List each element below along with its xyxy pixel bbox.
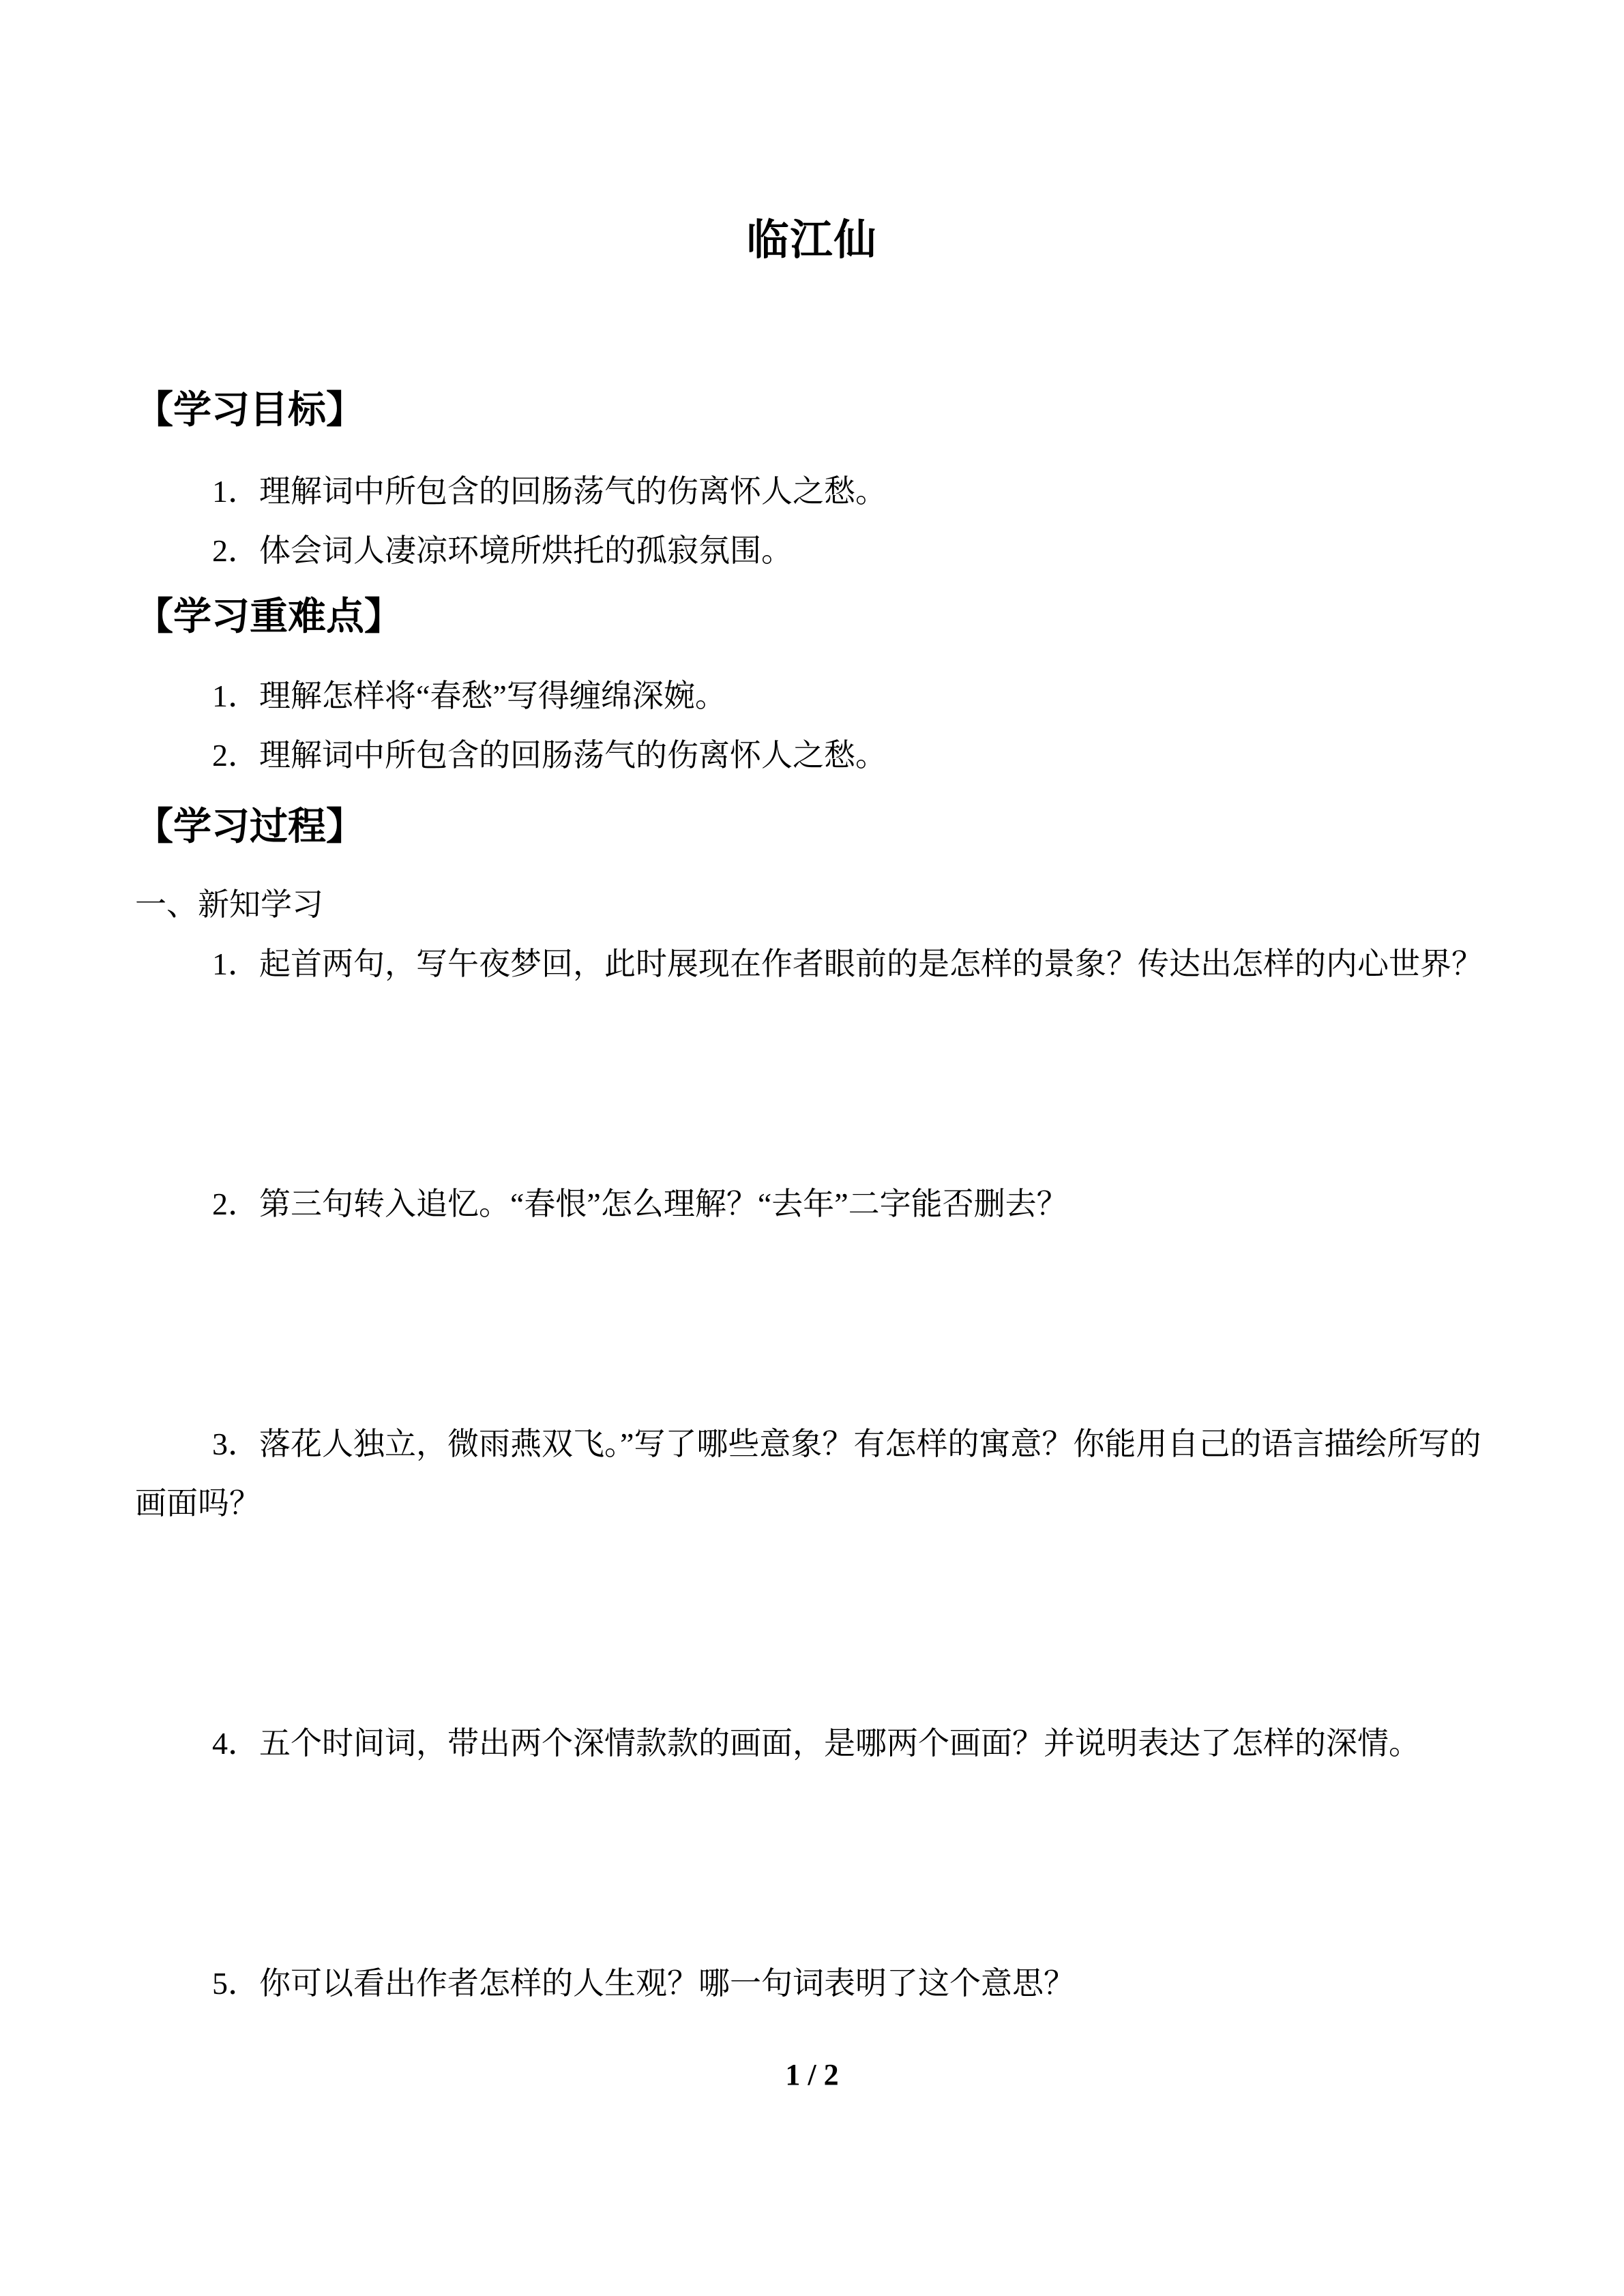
question-2: 2．第三句转入追忆。“春恨”怎么理解？“去年”二字能否删去？ <box>212 1187 1068 1221</box>
section-heading-process: 【学习过程】 <box>135 805 364 848</box>
page-number: 1 / 2 <box>785 2058 839 2091</box>
objective-item-2: 2．体会词人凄凉环境所烘托的孤寂氛围。 <box>212 533 793 568</box>
question-3: 3．落花人独立，微雨燕双飞。”写了哪些意象？有怎样的寓意？你能用自己的语言描绘所写的画面吗？ <box>135 1427 1481 1521</box>
objective-item-1: 1．理解词中所包含的回肠荡气的伤离怀人之愁。 <box>212 474 887 509</box>
question-5: 5．你可以看出作者怎样的人生观？哪一句词表明了这个意思？ <box>212 1966 1075 2001</box>
question-4: 4．五个时间词，带出两个深情款款的画面，是哪两个画面？并说明表达了怎样的深情。 <box>212 1726 1420 1761</box>
document-title: 临江仙 <box>746 218 878 264</box>
question-1: 1．起首两句，写午夜梦回，此时展现在作者眼前的是怎样的景象？传达出怎样的内心世界？ <box>212 946 1483 981</box>
key-point-item-1: 1．理解怎样将“春愁”写得缠绵深婉。 <box>212 679 726 713</box>
section-heading-key-points: 【学习重难点】 <box>135 595 402 638</box>
section-heading-objectives: 【学习目标】 <box>135 388 364 431</box>
process-subheading: 一、新知学习 <box>135 887 323 922</box>
key-point-item-2: 2．理解词中所包含的回肠荡气的伤离怀人之愁。 <box>212 738 887 773</box>
